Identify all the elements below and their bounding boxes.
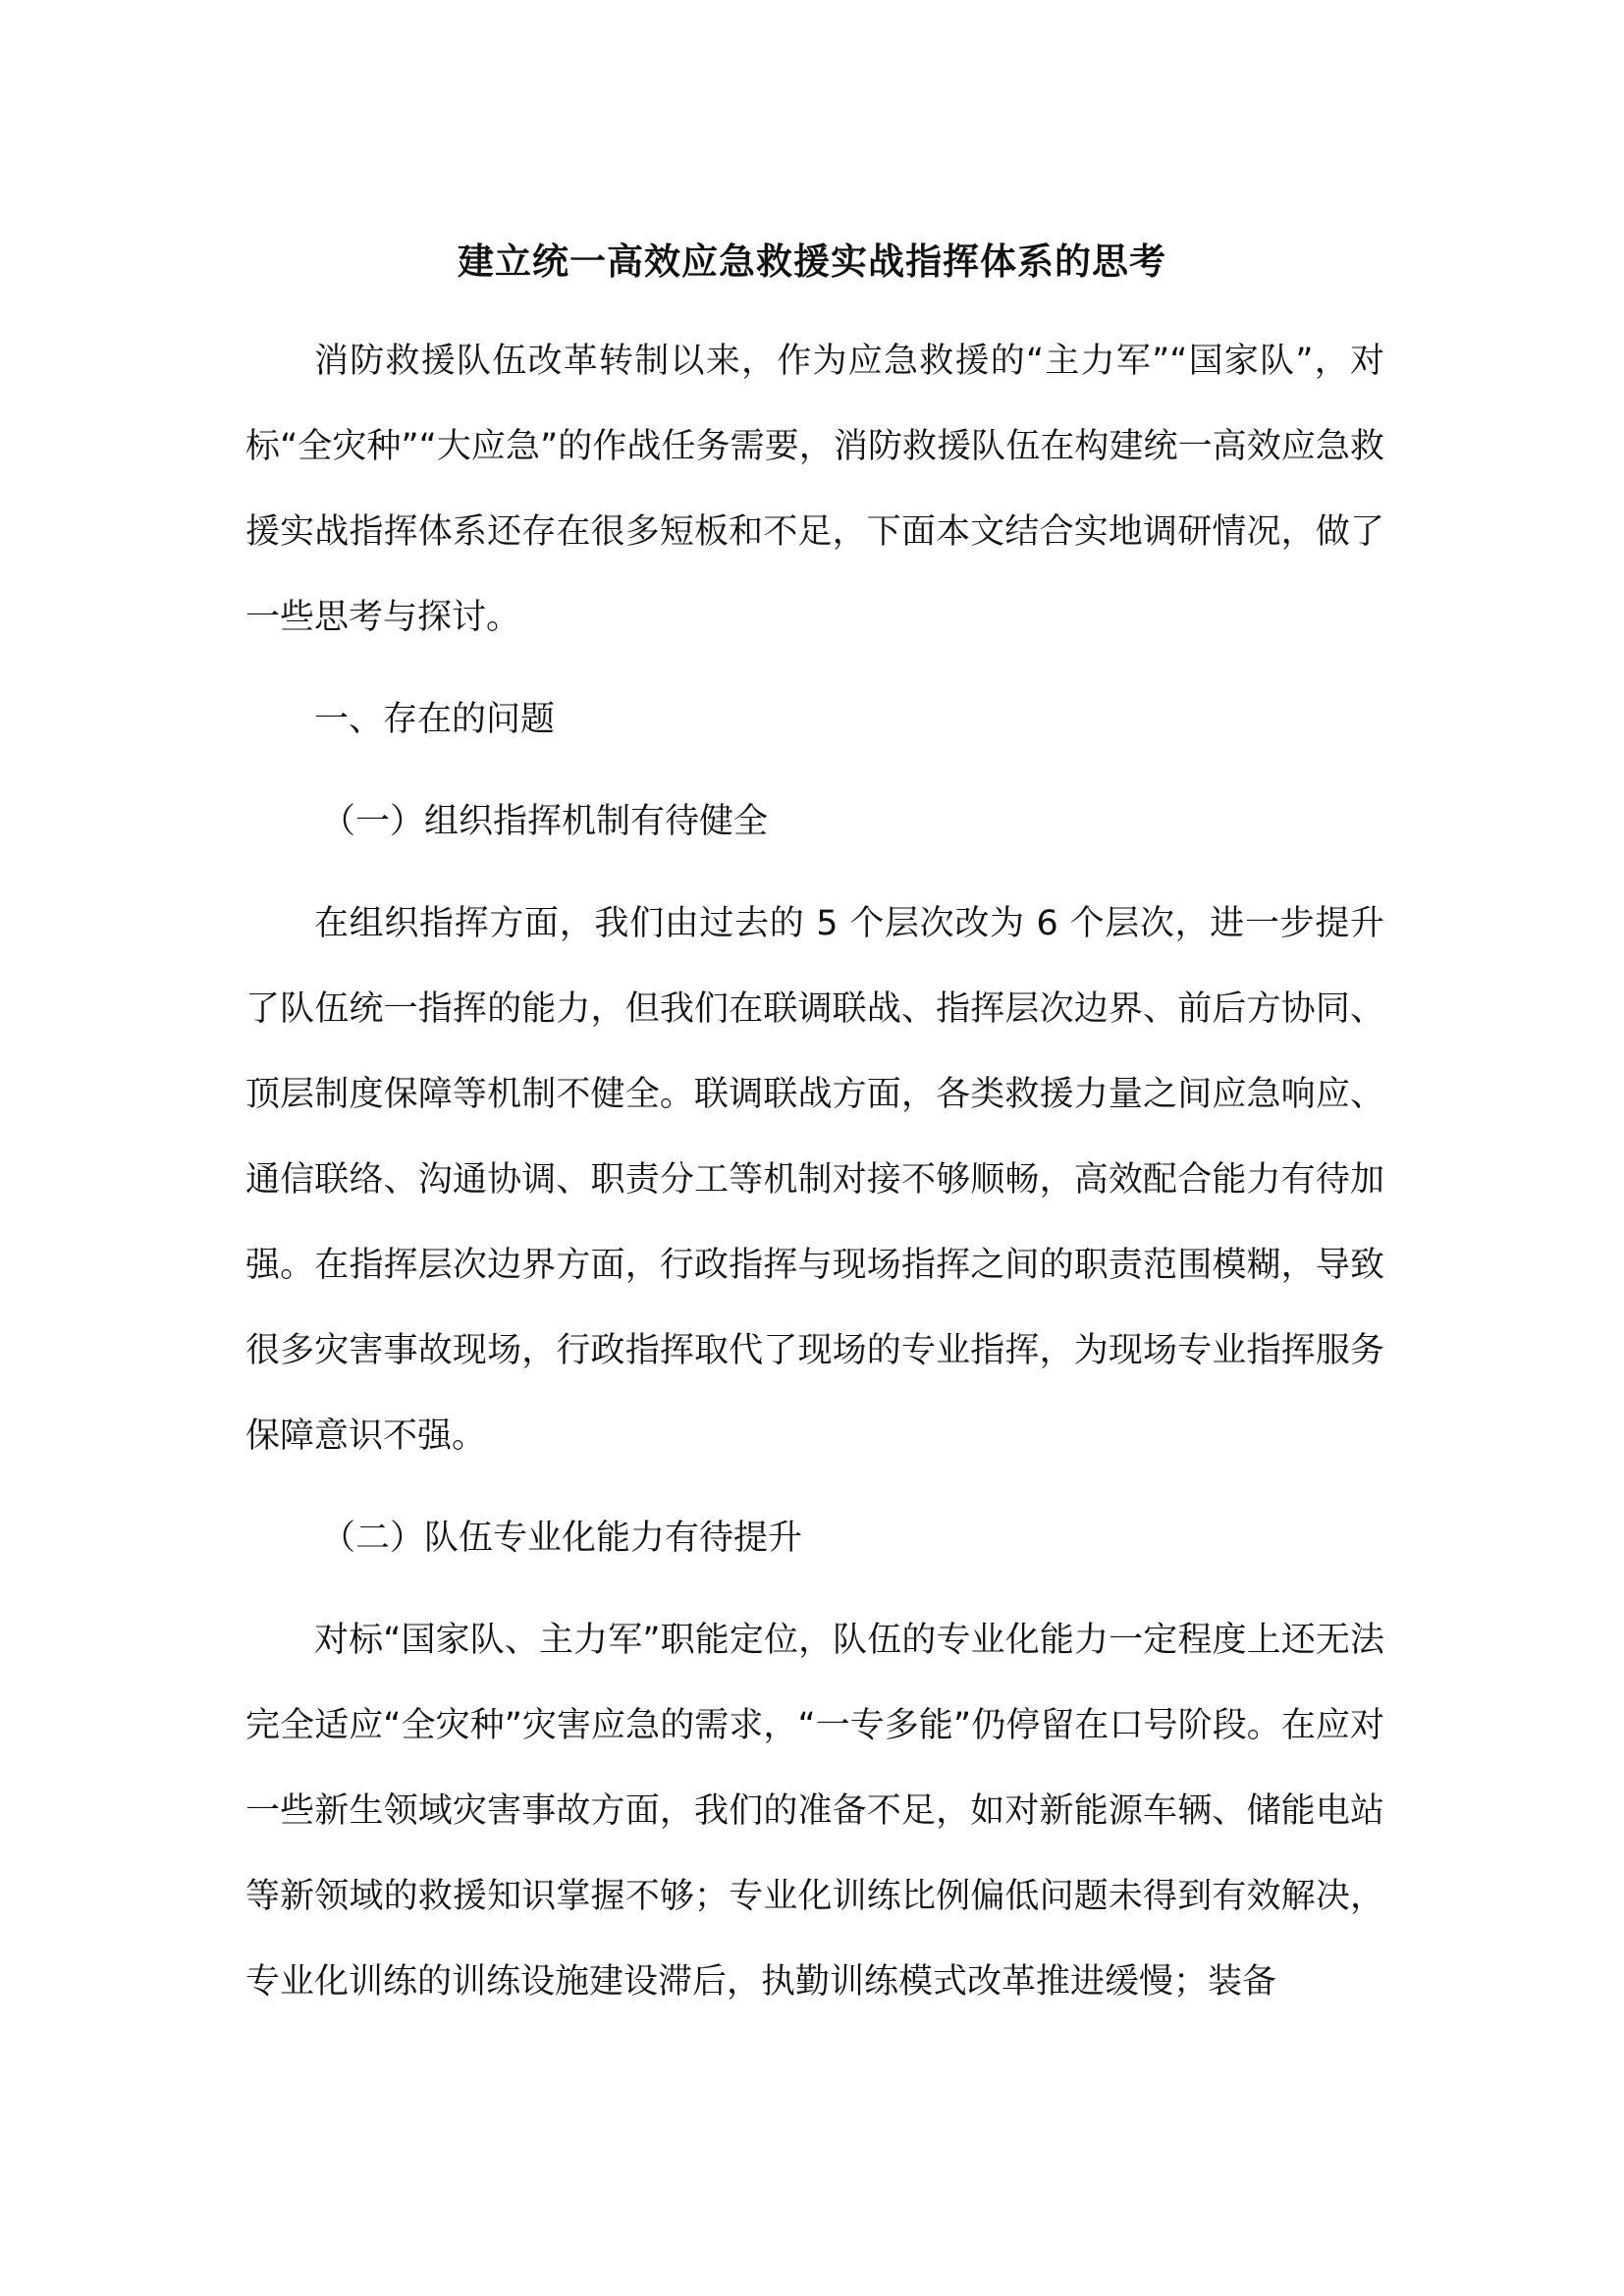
subsection-2-body: 对标“国家队、主力军”职能定位，队伍的专业化能力一定程度上还无法完全适应“全灾种”灾害应急的需求，“一专多能”仍停留在口号阶段。在应对一些新生领域灾害事故方面，我们的准备不足，如对新能源车辆、储能电站等新领域的救援知识掌握不够；专业化训练比例偏低问题未得到有效解决，专业化训练的训练设施建设滞后，执勤训练模式改革推进缓慢；装备 [245, 1621, 1384, 2002]
subsection-heading-2: （二）队伍专业化能力有待提升 [321, 1519, 803, 1558]
section-heading-1: 一、存在的问题 [314, 700, 556, 739]
intro-paragraph: 消防救援队伍改革转制以来，作为应急救援的“主力军”“国家队”，对标“全灾种”“大应急”的作战任务需要，消防救援队伍在构建统一高效应急救援实战指挥体系还存在很多短板和不足，下面本文结合实地调研情况，做了一些思考与探讨。 [245, 342, 1384, 637]
subsection-heading-1: （一）组织指挥机制有待健全 [321, 802, 769, 841]
subsection-1-body: 在组织指挥方面，我们由过去的 5 个层次改为 6 个层次，进一步提升了队伍统一指挥的能力，但我们在联调联战、指挥层次边界、前后方协同、顶层制度保障等机制不健全。联调联战方面，各类救援力量之间应急响应、通信联络、沟通协调、职责分工等机制对接不够顺畅，高效配合能力有待加强。在指挥层次边界方面，行政指挥与现场指挥之间的职责范围模糊，导致很多灾害事故现场，行政指挥取代了现场的专业指挥，为现场专业指挥服务保障意识不强。 [245, 904, 1384, 1456]
document-title: 建立统一高效应急救援实战指挥体系的思考 [458, 240, 1166, 283]
